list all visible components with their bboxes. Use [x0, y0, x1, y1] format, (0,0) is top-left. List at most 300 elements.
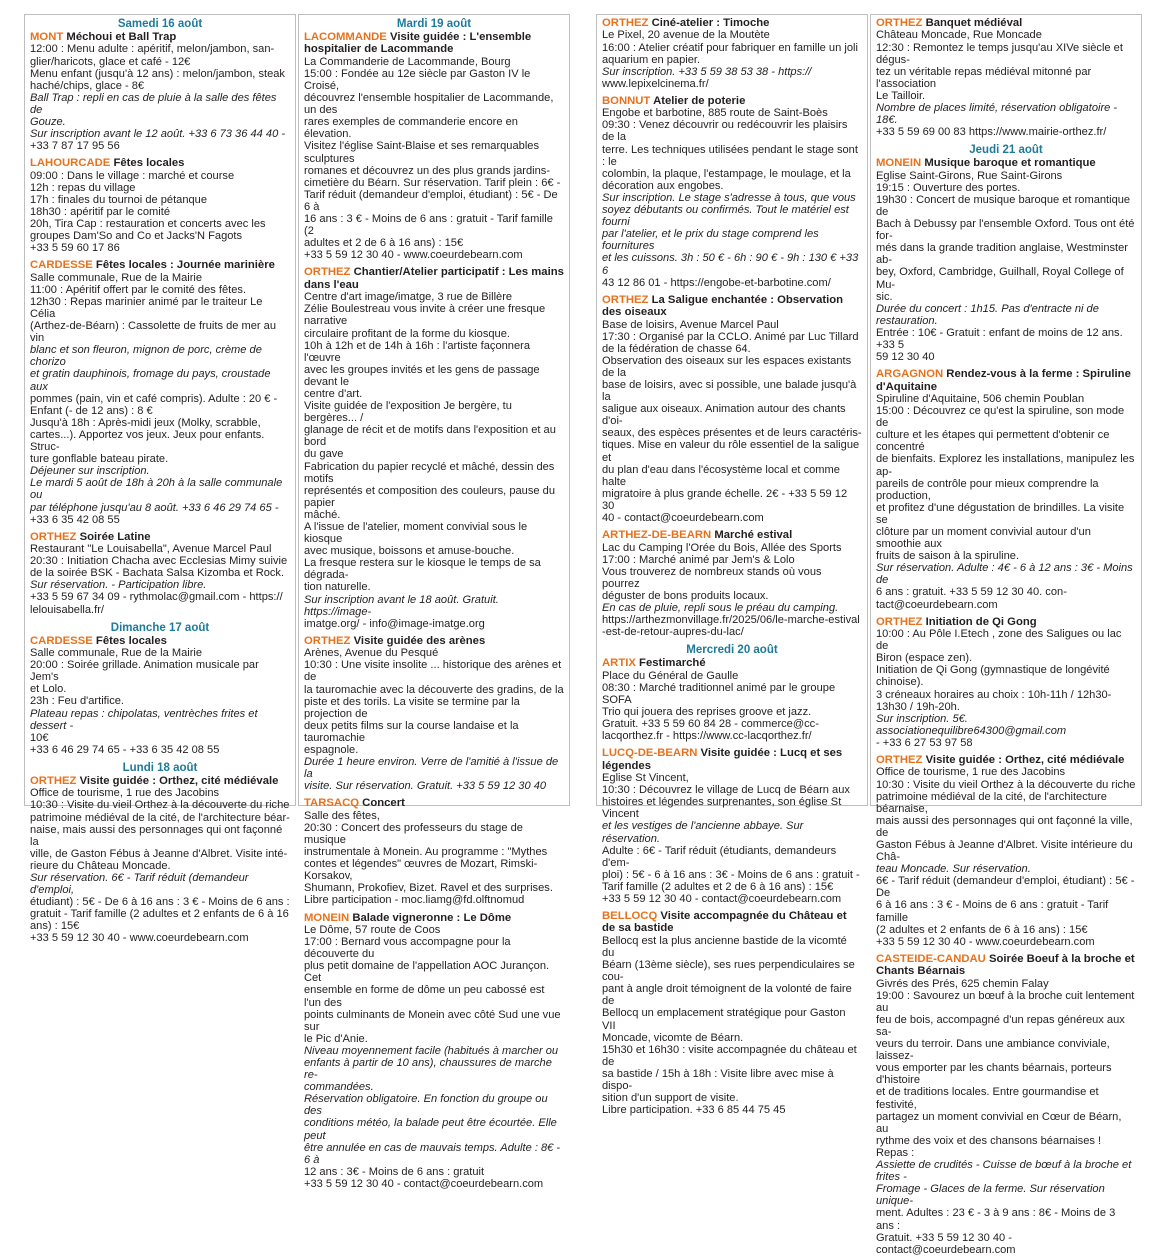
- event-detail-line: être annulée en cas de mauvais temps. Adulte : 8€ - 6 à: [304, 1141, 561, 1166]
- event-detail-line: A l'issue de l'atelier, moment convivial sous le kiosque: [304, 521, 528, 546]
- event-detail-line: Nombre de places limité, réservation obligatoire - 18€.: [876, 101, 1118, 127]
- event-detail-line: 15:00 : Découvrez ce qu'est la spiruline, son mode de: [876, 405, 1125, 430]
- event-detail-line: rieure du Château Moncade.: [30, 859, 171, 872]
- event-entry: [30, 531, 290, 616]
- event-detail-line: Sur inscription. +33 5 59 38 53 38 - https://: [602, 65, 812, 78]
- event-detail-line: par l'atelier, et le prix du stage comprend les fournitures: [602, 228, 819, 253]
- event-detail-line: Le Tailloir.: [876, 89, 926, 102]
- event-heading: [304, 31, 564, 56]
- event-detail-line: Adulte : 6€ - Tarif réduit (étudiants, demandeurs d'em-: [602, 844, 837, 869]
- event-title: Chantier/Atelier participatif : Les mains dans l'eau: [304, 266, 564, 291]
- event-detail-line: décoration aux engobes.: [602, 179, 724, 192]
- event-detail-line: avec musique, boissons et amuse-bouche.: [304, 545, 515, 558]
- event-detail-line: patrimoine médiéval de la cité, de l'architecture béar-: [30, 811, 290, 824]
- event-detail-line: Lac du Camping l'Orée du Bois, Allée des Sports: [602, 541, 842, 554]
- event-entry: [304, 266, 564, 629]
- event-title: Banquet médiéval: [925, 17, 1023, 29]
- event-detail-line: base de loisirs, avec si possible, une balade jusqu'à la: [602, 378, 857, 404]
- event-detail-line: +33 5 59 60 17 86: [30, 242, 120, 255]
- event-detail-line: pareils de contrôle pour mieux comprendre la production,: [876, 477, 1099, 502]
- event-detail-line: Sur réservation. 6€ - Tarif réduit (demandeur d'emploi,: [30, 871, 249, 897]
- event-detail-line: circulaire profitant de la forme du kiosque.: [304, 327, 510, 340]
- event-detail-line: veurs du terroir. Dans une ambiance conviviale, laissez-: [876, 1038, 1110, 1063]
- event-entry: [876, 17, 1136, 138]
- event-detail-line: Bellocq un emplacement stratégique pour Gaston VII: [602, 1007, 846, 1032]
- event-detail-line: -est-de-retour-aupres-du-lac/: [602, 626, 744, 639]
- event-detail-line: de bienfaits. Explorez les installations, manipulez les ap-: [876, 453, 1135, 478]
- event-detail-line: feu de bois, accompagné d'un repas généreux aux sa-: [876, 1013, 1125, 1038]
- event-entry: [602, 529, 862, 638]
- event-detail-line: du plan d'eau dans l'écosystème local et comme halte: [602, 463, 840, 488]
- event-detail-line: Visitez l'église Saint-Blaise et ses remarquables sculptures: [304, 140, 539, 165]
- event-detail-line: points culminants de Monein avec côté Sud une vue sur: [304, 1008, 561, 1033]
- event-detail-line: sic.: [876, 290, 893, 303]
- event-entry: [304, 912, 564, 1190]
- event-detail-line: Arènes, Avenue du Pesqué: [304, 647, 439, 660]
- event-detail-line: du gave: [304, 448, 344, 461]
- event-detail-line: centre d'art.: [304, 387, 363, 400]
- event-heading: [30, 775, 290, 787]
- event-title: Visite guidée : Lucq et ses légendes: [602, 747, 843, 772]
- event-heading: [304, 635, 564, 647]
- event-detail-line: 20h, Tira Cap : restauration et concerts avec les: [30, 218, 266, 231]
- event-entry: [876, 953, 1136, 1256]
- event-detail-line: 11:00 : Apéritif offert par le comité des fêtes.: [30, 283, 247, 296]
- event-detail-line: groupes Dam'So and Co et Jacks'N Fagots: [30, 230, 243, 243]
- event-detail-line: Centre d'art image/imatge, 3 rue de Billère: [304, 291, 513, 304]
- event-detail-line: +33 5 59 12 30 40 - contact@coeurdebearn.com: [304, 1177, 544, 1190]
- event-detail-line: colombin, la plaque, l'estampage, le moulage, et la: [602, 167, 851, 180]
- event-detail-line: cartes...). Apportez vos jeux. Jeux pour enfants. Struc-: [30, 428, 265, 454]
- event-detail-line: instrumentale à Monein. Au programme : "Mythes: [304, 846, 548, 859]
- event-detail-line: 10:30 : Visite du vieil Orthez à la découverte du riche: [30, 799, 290, 812]
- event-detail-line: Durée 1 heure environ. Verre de l'amitié à l'issue de la: [304, 756, 559, 781]
- event-detail-line: 16:00 : Atelier créatif pour fabriquer en famille un joli: [602, 41, 858, 54]
- event-title: Visite accompagnée du Château et de sa bastide: [602, 910, 847, 935]
- event-detail-line: Office de tourisme, 1 rue des Jacobins: [876, 766, 1066, 779]
- event-detail-line: 17:00 : Marché animé par Jem's & Lolo: [602, 553, 795, 566]
- event-title: Visite guidée : Orthez, cité médiévale: [79, 774, 279, 787]
- event-detail-line: tez un véritable repas médiéval mitonné par l'association: [876, 65, 1092, 90]
- event-heading: [876, 754, 1136, 766]
- event-detail-line: Trio qui jouera des reprises groove et jazz.: [602, 705, 812, 718]
- event-detail-line: Assiette de crudités - Cuisse de bœuf à la broche et frites -: [876, 1159, 1132, 1184]
- event-title: Soirée Boeuf à la broche et Chants Béarnais: [876, 952, 1135, 978]
- event-detail-line: lelouisabella.fr/: [30, 603, 104, 616]
- event-detail-line: mais aussi des personnages qui ont façonné la ville, de: [876, 814, 1133, 839]
- event-title: Fêtes locales : Journée marinière: [95, 259, 275, 272]
- event-town: LUCQ-DE-BEARN: [602, 747, 698, 760]
- event-detail-line: lacqorthez.fr - https://www.cc-lacqorthez.fr/: [602, 730, 812, 743]
- event-detail-line: +33 5 59 12 30 40 - www.coeurdebearn.com: [876, 935, 1095, 948]
- event-detail-line: gratuit - Tarif famille (2 adultes et 2 enfants de 6 à 16: [30, 908, 289, 921]
- event-town: ORTHEZ: [876, 754, 923, 766]
- event-detail-line: Visite guidée de l'exposition Je bergère, tu bergères... /: [304, 400, 512, 425]
- event-detail-line: Shumann, Prokofiev, Bizet. Ravel et des surprises.: [304, 882, 553, 895]
- agenda-column-1: [24, 14, 296, 945]
- event-detail-line: Entrée : 10€ - Gratuit : enfant de moins de 12 ans. +33 5: [876, 326, 1123, 351]
- event-detail-line: saligue aux oiseaux. Animation autour des chants d'oi-: [602, 403, 846, 428]
- event-heading: [304, 266, 564, 291]
- event-detail-line: Le Pixel, 20 avenue de la Moutète: [602, 29, 770, 42]
- event-detail-line: et gratin dauphinois, fromage du pays, croustade aux: [30, 368, 271, 393]
- event-detail-line: le Pic d'Anie.: [304, 1032, 368, 1045]
- event-heading: [602, 17, 862, 29]
- agenda-column-3: [596, 14, 868, 1117]
- event-town: ORTHEZ: [30, 530, 77, 543]
- event-detail-line: +33 6 46 29 74 65 - +33 6 35 42 08 55: [30, 743, 220, 756]
- event-detail-line: et les cuissons. 3h : 50 € - 6h : 90 € - 9h : 130 € +33 6: [602, 252, 859, 277]
- event-detail-line: 59 12 30 40: [876, 351, 935, 364]
- event-detail-line: Réservation obligatoire. En fonction du groupe ou des: [304, 1093, 548, 1118]
- event-detail-line: Salle communale, Rue de la Mairie: [30, 271, 203, 284]
- event-entry: [602, 747, 862, 905]
- event-heading: [30, 531, 290, 543]
- event-entry: [876, 368, 1136, 611]
- event-heading: [304, 912, 564, 924]
- event-detail-line: 6€ - Tarif réduit (demandeur d'emploi, étudiant) : 5€ - De: [876, 875, 1135, 900]
- event-heading: [876, 953, 1136, 978]
- event-town: LACOMMANDE: [304, 31, 387, 43]
- event-detail-line: 20:00 : Soirée grillade. Animation musicale par Jem's: [30, 659, 259, 684]
- event-detail-line: représentés et composition des couleurs, pause du papier: [304, 484, 555, 509]
- event-town: LAHOURCADE: [30, 157, 111, 170]
- event-town: BONNUT: [602, 94, 651, 107]
- event-detail-line: 09:30 : Venez découvrir ou redécouvrir les plaisirs de la: [602, 119, 848, 144]
- event-entry: [30, 157, 290, 254]
- event-detail-line: 12h : repas du village: [30, 181, 136, 194]
- event-detail-line: +33 7 87 17 95 56: [30, 140, 120, 153]
- event-detail-line: Fromage - Glaces de la ferme. Sur réservation unique-: [876, 1183, 1105, 1208]
- event-detail-line: blanc et son fleuron, mignon de porc, crème de chorizo: [30, 344, 262, 369]
- event-detail-line: Eglise St Vincent,: [602, 772, 689, 785]
- event-town: ORTHEZ: [602, 17, 649, 29]
- event-detail-line: et les vestiges de l'ancienne abbaye. Sur réservation.: [602, 820, 804, 845]
- event-title: Visite guidée : Orthez, cité médiévale: [925, 754, 1125, 766]
- event-detail-line: www.lepixelcinema.fr/: [602, 77, 709, 90]
- event-detail-line: 12 ans : 3€ - Moins de 6 ans : gratuit: [304, 1165, 485, 1178]
- event-detail-line: +33 5 59 12 30 40 - www.coeurdebearn.com: [30, 932, 249, 945]
- event-detail-line: https://arthezmonvillage.fr/2025/06/le-marche-estival: [602, 614, 860, 627]
- event-detail-line: Place du Général de Gaulle: [602, 669, 739, 682]
- event-detail-line: pommes (pain, vin et café compris). Adulte : 20 € -: [30, 392, 278, 405]
- event-detail-line: Sur inscription avant le 18 août. Gratuit. https://image-: [304, 593, 499, 618]
- event-heading: [602, 910, 862, 935]
- event-detail-line: Sur réservation. - Participation libre.: [30, 579, 207, 592]
- event-detail-line: 20:30 : Concert des professeurs du stage de musique: [304, 821, 523, 846]
- event-entry: [304, 635, 564, 793]
- event-heading: [876, 17, 1136, 29]
- event-detail-line: Tarif famille (2 adultes et 2 de 6 à 16 ans) : 15€: [602, 880, 834, 893]
- event-title: Visite guidée : L'ensemble hospitalier de Lacommande: [304, 31, 532, 56]
- event-town: ORTHEZ: [304, 266, 351, 279]
- event-detail-line: 6 à 16 ans : 3 € - Moins de 6 ans : gratuit - Tarif famille: [876, 899, 1109, 924]
- event-detail-line: sa bastide / 15h à 18h : Visite libre avec mise à dispo-: [602, 1067, 834, 1092]
- event-detail-line: Château Moncade, Rue Moncade: [876, 29, 1042, 42]
- event-detail-line: La Commanderie de Lacommande, Bourg: [304, 55, 511, 68]
- event-detail-line: +33 5 59 67 34 09 - rythmolac@gmail.com - https://: [30, 591, 283, 604]
- event-detail-line: Libre participation - moc.liamg@fd.olftnomud: [304, 894, 525, 907]
- event-title: Festimarché: [639, 657, 706, 670]
- event-detail-line: cimetière du Béarn. Sur réservation. Tarif plein : 6€ -: [304, 176, 561, 189]
- event-detail-line: vous emporter par les chants béarnais, porteurs d'histoire: [876, 1062, 1112, 1087]
- event-detail-line: et de traditions locales. Entre gourmandise et festivité,: [876, 1086, 1099, 1111]
- event-detail-line: Tarif réduit (demandeur d'emploi, étudiant) : 5€ - De 6 à: [304, 188, 558, 213]
- event-detail-line: Observation des oiseaux sur les espaces existants de la: [602, 354, 852, 379]
- event-detail-line: la tauromachie avec la découverte des gradins, de la: [304, 683, 564, 696]
- event-heading: [602, 95, 862, 107]
- event-detail-line: 13h30 / 19h-20h.: [876, 700, 960, 713]
- day-heading: Jeudi 21 août: [969, 144, 1043, 157]
- event-detail-line: Zélie Boulestreau vous invite à créer une fresque narrative: [304, 303, 546, 328]
- event-entry: [602, 657, 862, 742]
- event-detail-line: glanage de récit et de motifs dans l'exposition et au bord: [304, 424, 556, 449]
- event-town: ARTHEZ-DE-BEARN: [602, 529, 712, 542]
- event-detail-line: +33 6 35 42 08 55: [30, 513, 120, 526]
- event-detail-line: haché/chips, glace - 8€: [30, 79, 145, 92]
- event-detail-line: 18h30 : apéritif par le comité: [30, 205, 170, 218]
- event-entry: [30, 31, 290, 152]
- event-detail-line: plus petit domaine de l'appellation AOC Jurançon. Cet: [304, 960, 550, 985]
- event-detail-line: aquarium en papier.: [602, 53, 701, 66]
- event-detail-line: 17h : finales du tournoi de pétanque: [30, 193, 208, 206]
- event-detail-line: déguster de bons produits locaux.: [602, 589, 769, 602]
- event-detail-line: 19h30 : Concert de musique baroque et romantique de: [876, 193, 1131, 218]
- event-detail-line: Base de loisirs, Avenue Marcel Paul: [602, 318, 779, 331]
- event-heading: [30, 157, 290, 169]
- event-detail-line: Libre participation. +33 6 85 44 75 45: [602, 1104, 786, 1117]
- event-detail-line: patrimoine médiéval de la cité, de l'architecture béarnaise,: [876, 790, 1107, 815]
- event-detail-line: visite. Sur réservation. Gratuit. +33 5 59 12 30 40: [304, 780, 547, 793]
- event-heading: [876, 368, 1136, 393]
- event-detail-line: deux petits films sur la course landaise et la tauromachie: [304, 719, 519, 744]
- event-title: Initiation de Qi Gong: [925, 615, 1037, 628]
- event-detail-line: Spiruline d'Aquitaine, 506 chemin Poublan: [876, 392, 1085, 405]
- event-heading: [876, 616, 1136, 628]
- event-title: Balade vigneronne : Le Dôme: [352, 911, 512, 924]
- event-detail-line: 10:30 : Découvrez le village de Lucq de Béarn aux: [602, 784, 850, 797]
- event-detail-line: ment. Adultes : 23 € - 3 à 9 ans : 8€ - Moins de 3 ans :: [876, 1207, 1116, 1232]
- event-detail-line: Vous trouverez de nombreux stands où vous pourrez: [602, 565, 822, 590]
- event-detail-line: Béarn (13ème siècle), ses rues perpendiculaires se cou-: [602, 959, 855, 984]
- event-detail-line: Déjeuner sur inscription.: [30, 465, 150, 478]
- event-detail-line: commandées.: [304, 1081, 374, 1094]
- event-detail-line: 15h30 et 16h30 : visite accompagnée du château et de: [602, 1043, 857, 1068]
- event-detail-line: Bellocq est la plus ancienne bastide de la vicomté du: [602, 934, 847, 959]
- event-detail-line: 3 créneaux horaires au choix : 10h-11h / 12h30-: [876, 688, 1112, 701]
- event-detail-line: Plateau repas : chipolatas, ventrèches frites et dessert -: [30, 707, 258, 732]
- event-detail-line: Moncade, vicomte de Béarn.: [602, 1031, 744, 1044]
- event-heading: [304, 797, 564, 809]
- event-title: Visite guidée des arènes: [353, 634, 486, 647]
- event-town: ORTHEZ: [602, 293, 649, 306]
- event-detail-line: partagez un moment convivial en Cœur de Béarn, au: [876, 1110, 1122, 1135]
- event-detail-line: 15:00 : Fondée au 12e siècle par Gaston IV le Croisé,: [304, 67, 531, 92]
- day-heading: Mercredi 20 août: [686, 644, 778, 657]
- event-detail-line: conditions météo, la balade peut être écourtée. Elle peut: [304, 1117, 557, 1142]
- event-detail-line: Restaurant "Le Louisabella", Avenue Marcel Paul: [30, 543, 272, 556]
- event-detail-line: 09:00 : Dans le village : marché et course: [30, 169, 235, 182]
- event-detail-line: Durée du concert : 1h15. Pas d'entracte ni de restauration.: [876, 302, 1099, 327]
- event-detail-line: rares exemples de commanderie encore en élevation.: [304, 116, 518, 141]
- event-title: La Saligue enchantée : Observation des oiseaux: [602, 293, 844, 319]
- event-detail-line: Le Dôme, 57 route de Coos: [304, 923, 441, 936]
- event-detail-line: En cas de pluie, repli sous le préau du camping.: [602, 601, 839, 614]
- event-town: CARDESSE: [30, 634, 93, 647]
- event-entry: [304, 31, 564, 261]
- day-heading: Dimanche 17 août: [110, 621, 210, 634]
- event-detail-line: adultes et 2 de 6 à 16 ans) : 15€: [304, 237, 464, 250]
- event-detail-line: et profitez d'une dégustation de brindilles. La visite se: [876, 501, 1125, 526]
- event-detail-line: pant à angle droit témoignent de la volonté de faire de: [602, 983, 852, 1008]
- event-detail-line: ensemble en forme de dôme un peu cabossé est l'un des: [304, 984, 545, 1009]
- event-detail-line: de la fédération de chasse 64.: [602, 342, 751, 355]
- event-entry: [30, 635, 290, 756]
- event-title: Rendez-vous à la ferme : Spiruline d'Aquitaine: [876, 368, 1131, 393]
- event-detail-line: 10:00 : Au Pôle I.Etech , zone des Saligues ou lac de: [876, 628, 1122, 653]
- event-detail-line: Jusqu'à 18h : Après-midi jeux (Molky, scrabble,: [30, 416, 261, 429]
- event-detail-line: Fabrication du papier recyclé et mâché, dessin des motifs: [304, 460, 555, 485]
- event-detail-line: découvrez l'ensemble hospitalier de Lacommande, un des: [304, 92, 554, 117]
- event-detail-line: tiques. Mise en valeur du rôle essentiel de la saligue et: [602, 439, 860, 464]
- event-detail-line: 10h à 12h et de 14h à 16h : l'artiste façonnera l'œuvre: [304, 339, 531, 364]
- event-detail-line: culture et les étapes qui permettent d'obtenir ce concentré: [876, 429, 1110, 454]
- event-detail-line: clôture par un moment convivial autour d'un smoothie aux: [876, 526, 1091, 551]
- event-town: ORTHEZ: [876, 615, 923, 628]
- event-detail-line: Initiation de Qi Gong (gymnastique de longévité chinoise).: [876, 664, 1110, 689]
- event-detail-line: fruits de saison à la spiruline.: [876, 550, 1020, 563]
- event-detail-line: Enfant (- de 12 ans) : 8 €: [30, 404, 153, 417]
- event-detail-line: - +33 6 27 53 97 58: [876, 736, 973, 749]
- event-heading: [602, 294, 862, 319]
- event-detail-line: histoires et légendes surprenantes, son église St Vincent: [602, 796, 842, 821]
- event-entry: [876, 616, 1136, 749]
- event-heading: [602, 657, 862, 669]
- event-detail-line: 12:30 : Remontez le temps jusqu'au XIVe siècle et dégus-: [876, 41, 1123, 66]
- event-detail-line: 17:00 : Bernard vous accompagne pour la découverte du: [304, 936, 511, 961]
- event-detail-line: Gouze.: [30, 115, 66, 128]
- event-detail-line: Sur inscription. Le stage s'adresse à tous, que vous: [602, 191, 856, 204]
- event-detail-line: més dans la grande tradition anglaise, Westminster ab-: [876, 242, 1128, 267]
- event-detail-line: 17:30 : Organisé par la CCLO. Animé par Luc Tillard: [602, 330, 859, 343]
- event-detail-line: Sur réservation. Adulte : 4€ - 6 à 12 ans : 3€ - Moins de: [876, 562, 1133, 587]
- event-detail-line: La fresque restera sur le kiosque le temps de sa dégrada-: [304, 557, 541, 582]
- event-detail-line: Le mardi 5 août de 18h à 20h à la salle communale ou: [30, 477, 283, 502]
- event-town: MONT: [30, 31, 64, 43]
- event-title: Atelier de poterie: [653, 94, 746, 107]
- event-detail-line: +33 5 59 69 00 83 https://www.mairie-orthez.fr/: [876, 126, 1107, 139]
- event-detail-line: piste et des torils. La visite se termine par la projection de: [304, 695, 520, 720]
- event-detail-line: rythme des voix et des chansons béarnaises ! Repas :: [876, 1134, 1102, 1159]
- event-detail-line: Office de tourisme, 1 rue des Jacobins: [30, 787, 220, 800]
- event-detail-line: terre. Les techniques utilisées pendant le stage sont : le: [602, 143, 858, 168]
- event-detail-line: Gaston Fébus à Jeanne d'Albret. Visite intérieure du Châ-: [876, 838, 1133, 864]
- event-detail-line: 6 ans : gratuit. +33 5 59 12 30 40. con-: [876, 586, 1067, 599]
- event-detail-line: 20:30 : Initiation Chacha avec Ecclesias Mimy suivie: [30, 555, 288, 568]
- event-detail-line: Engobe et barbotine, 885 route de Saint-Boès: [602, 107, 828, 120]
- event-town: ORTHEZ: [30, 774, 77, 787]
- event-detail-line: Niveau moyennement facile (habitués à marcher ou: [304, 1044, 559, 1057]
- event-detail-line: tact@coeurdebearn.com: [876, 598, 998, 611]
- day-heading: Mardi 19 août: [396, 18, 472, 30]
- event-detail-line: espagnole.: [304, 744, 359, 756]
- event-detail-line: Ball Trap : repli en cas de pluie à la salle des fêtes de: [30, 91, 277, 116]
- event-detail-line: naise, mais aussi des personnages qui ont façonné la: [30, 823, 283, 848]
- event-detail-line: imatge.org/ - info@image-imatge.org: [304, 617, 485, 630]
- event-detail-line: Gratuit. +33 5 59 60 84 28 - commerce@cc-: [602, 718, 819, 731]
- event-detail-line: Bach à Debussy par l'ensemble Oxford. Tous ont été for-: [876, 218, 1135, 243]
- event-title: Soirée Latine: [79, 530, 151, 543]
- event-detail-line: ville, de Gaston Fébus à Jeanne d'Albret. Visite inté-: [30, 847, 288, 860]
- event-detail-line: Salle communale, Rue de la Mairie: [30, 647, 203, 660]
- event-title: Musique baroque et romantique: [924, 157, 1096, 170]
- event-town: CARDESSE: [30, 259, 93, 272]
- event-title: Fêtes locales: [95, 634, 167, 647]
- event-detail-line: Salle des fêtes,: [304, 809, 380, 822]
- event-detail-line: romanes et découvrez un des plus grands jardins-: [304, 164, 551, 177]
- agenda-column-4: [870, 14, 1142, 1256]
- event-detail-line: 23h : Feu d'artifice.: [30, 695, 124, 708]
- event-detail-line: Sur inscription avant le 12 août. +33 6 73 36 44 40 -: [30, 128, 286, 141]
- event-entry: [876, 157, 1136, 363]
- event-detail-line: 10€: [30, 731, 49, 744]
- event-detail-line: avec les groupes invités et les gens de passage devant le: [304, 363, 540, 388]
- event-entry: [876, 754, 1136, 948]
- event-detail-line: contes et légendes" œuvres de Mozart, Rimski-Korsakov,: [304, 858, 538, 883]
- event-town: ARTIX: [602, 657, 636, 670]
- event-detail-line: 19:15 : Ouverture des portes.: [876, 181, 1021, 194]
- event-detail-line: 12h30 : Repas marinier animé par le traiteur Le Célia: [30, 295, 263, 320]
- day-heading: Samedi 16 août: [117, 18, 203, 30]
- event-heading: [876, 157, 1136, 169]
- event-detail-line: Eglise Saint-Girons, Rue Saint-Girons: [876, 169, 1063, 182]
- event-detail-line: migratoire à plus grande échelle. 2€ - +33 5 59 12 30: [602, 487, 848, 512]
- event-detail-line: 16 ans : 3 € - Moins de 6 ans : gratuit - Tarif famille (2: [304, 213, 553, 238]
- event-detail-line: glier/haricots, glace et café - 12€: [30, 55, 191, 68]
- event-town: MONEIN: [876, 157, 922, 170]
- event-title: Concert: [362, 797, 405, 810]
- event-detail-line: 10:30 : Visite du vieil Orthez à la découverte du riche: [876, 778, 1136, 791]
- event-detail-line: 19:00 : Savourez un bœuf à la broche cuit lentement au: [876, 989, 1135, 1014]
- event-detail-line: 12:00 : Menu adulte : apéritif, melon/jambon, san-: [30, 43, 275, 56]
- day-heading: Lundi 18 août: [122, 761, 198, 774]
- event-town: TARSACQ: [304, 797, 360, 810]
- event-detail-line: tion naturelle.: [304, 581, 371, 594]
- event-town: ORTHEZ: [304, 634, 351, 647]
- event-detail-line: (Arthez-de-Béarn) : Cassolette de fruits de mer au vin: [30, 320, 277, 345]
- event-detail-line: ploi) : 5€ - 6 à 16 ans : 3€ - Moins de 6 ans : gratuit -: [602, 868, 860, 881]
- event-entry: [30, 775, 290, 945]
- event-detail-line: teau Moncade. Sur réservation.: [876, 863, 1031, 876]
- event-detail-line: +33 5 59 12 30 40 - contact@coeurdebearn.com: [602, 892, 842, 905]
- event-detail-line: bey, Oxford, Cambridge, Guilhall, Royal College of Mu-: [876, 266, 1124, 291]
- event-detail-line: soyez débutants ou confirmés. Tout le matériel est fourni: [602, 204, 849, 229]
- event-detail-line: sition d'un support de visite.: [602, 1092, 739, 1105]
- event-detail-line: 43 12 86 01 - https://engobe-et-barbotine.com/: [602, 276, 831, 289]
- event-heading: [602, 529, 862, 541]
- event-title: Fêtes locales: [113, 157, 185, 170]
- event-town: MONEIN: [304, 911, 350, 924]
- event-detail-line: Biron (espace zen).: [876, 652, 973, 665]
- event-detail-line: seaux, des espèces présentes et de leurs caractéris-: [602, 427, 862, 440]
- agenda-column-2: [298, 14, 570, 1190]
- event-entry: [602, 294, 862, 524]
- event-detail-line: Sur inscription. 5€. associationequilibre64300@gmail.com: [876, 712, 1067, 737]
- event-detail-line: Gratuit. +33 5 59 12 30 40 - contact@coeurdebearn.com: [876, 1231, 1016, 1256]
- event-detail-line: enfants à partir de 10 ans), chaussures de marche re-: [304, 1056, 552, 1082]
- event-heading: [602, 747, 862, 772]
- event-detail-line: ture gonflable bateau pirate.: [30, 453, 169, 466]
